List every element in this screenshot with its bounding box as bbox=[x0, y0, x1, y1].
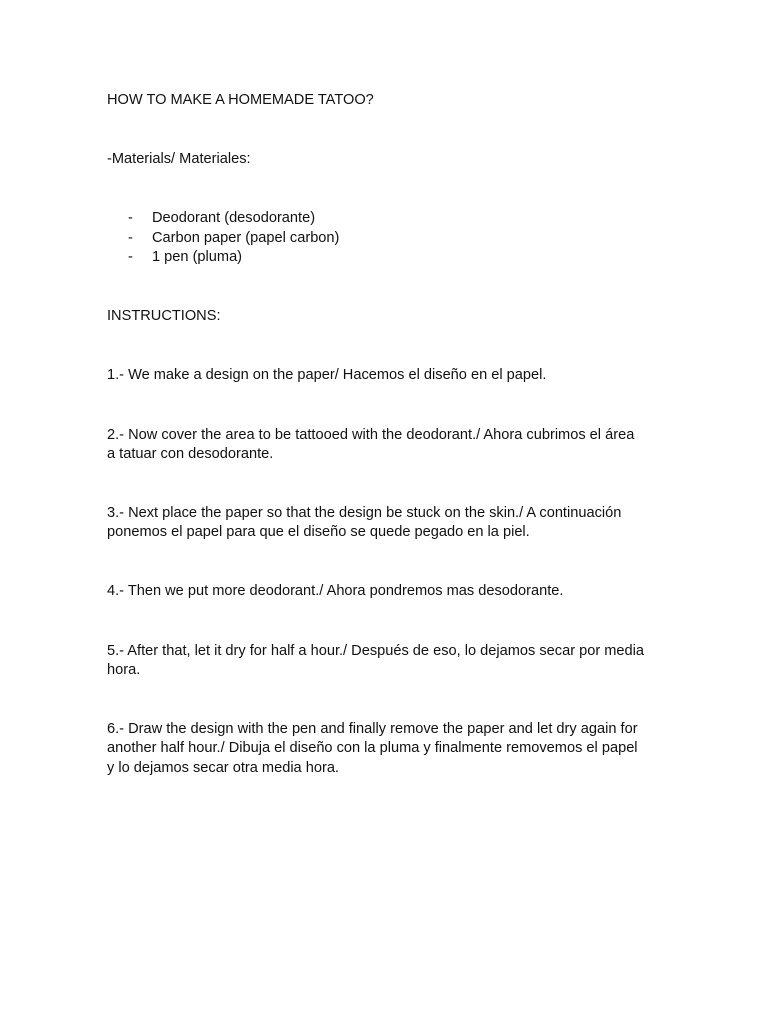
list-dash: - bbox=[128, 229, 133, 246]
step-3-line-1: 3.- Next place the paper so that the design be stuck on the skin./ A continuación bbox=[107, 505, 622, 521]
materials-list-item bbox=[128, 209, 315, 229]
step-2-line-1: 2.- Now cover the area to be tattooed with the deodorant./ Ahora cubrimos el área bbox=[107, 427, 635, 443]
materials-list-item bbox=[128, 229, 339, 249]
step-6-line-1: 6.- Draw the design with the pen and finally remove the paper and let dry again for bbox=[107, 721, 638, 737]
step-2-line-2: a tatuar con desodorante. bbox=[107, 446, 274, 462]
materials-heading: -Materials/ Materiales: bbox=[107, 151, 251, 167]
materials-list-item bbox=[128, 248, 242, 268]
step-6-line-2: another half hour./ Dibuja el diseño con la pluma y finalmente removemos el papel bbox=[107, 740, 638, 756]
step-3-line-2: ponemos el papel para que el diseño se quede pegado en la piel. bbox=[107, 524, 530, 540]
list-dash: - bbox=[128, 210, 133, 226]
material-text: Carbon paper (papel carbon) bbox=[152, 229, 340, 246]
instructions-heading: INSTRUCTIONS: bbox=[107, 308, 221, 324]
material-text: Deodorant (desodorante) bbox=[152, 210, 316, 226]
step-1-line-1: 1.- We make a design on the paper/ Hacemos el diseño en el papel. bbox=[107, 367, 547, 383]
document-title: HOW TO MAKE A HOMEMADE TATOO? bbox=[107, 92, 374, 108]
material-text: 1 pen (pluma) bbox=[152, 249, 243, 265]
step-6-line-3: y lo dejamos secar otra media hora. bbox=[107, 760, 339, 776]
list-dash: - bbox=[128, 249, 133, 265]
step-5-line-1: 5.- After that, let it dry for half a hour./ Después de eso, lo dejamos secar por media bbox=[107, 643, 645, 659]
step-4-line-1: 4.- Then we put more deodorant./ Ahora pondremos mas desodorante. bbox=[107, 583, 564, 599]
step-5-line-2: hora. bbox=[107, 662, 141, 678]
